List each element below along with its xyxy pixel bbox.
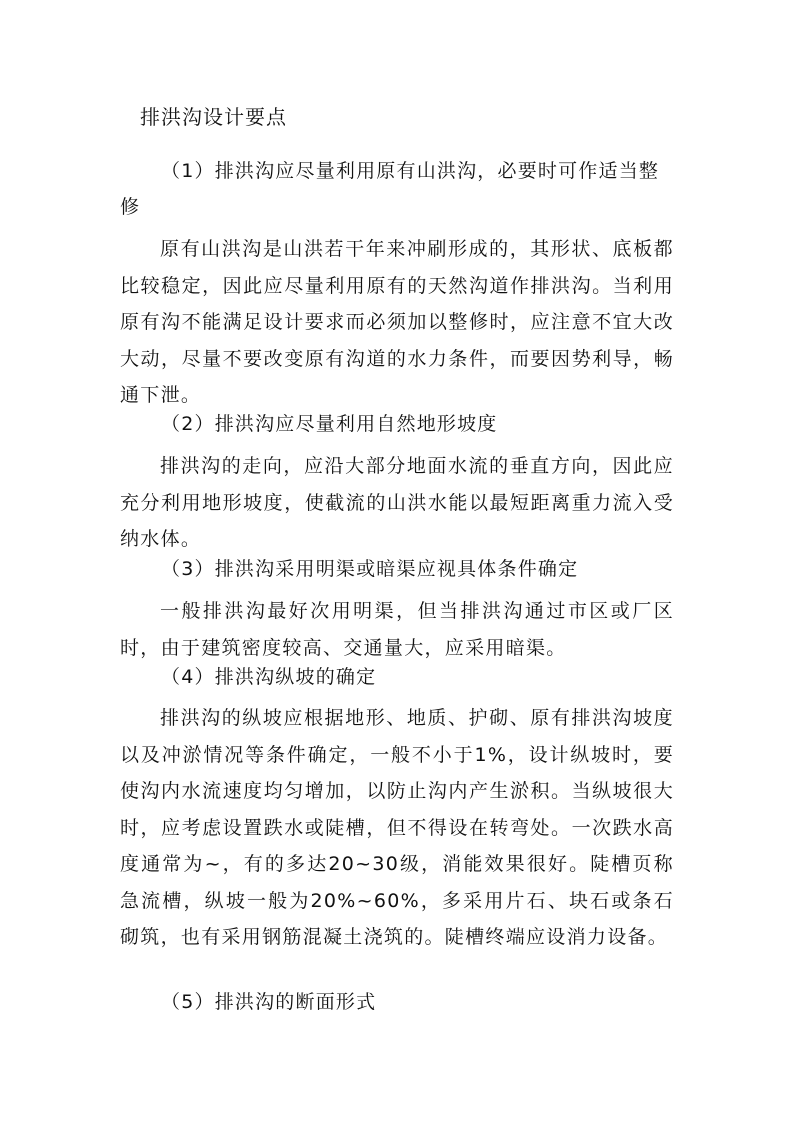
section-1-paragraph: 原有山洪沟是山洪若干年来冲刷形成的，其形状、底板都比较稳定，因此应尽量利用原有的天然沟道作排洪沟。当利用原有沟不能满足设计要求而必须加以整修时，应注意不宜大改大动，尽量不要改变原有沟道的水力条件，而要因势利导，畅通下泄。 bbox=[120, 238, 674, 406]
section-1-heading: （1）排洪沟应尽量利用原有山洪沟，必要时可作适当整 bbox=[161, 160, 660, 182]
section-3-heading: （3）排洪沟采用明渠或暗渠应视具体条件确定 bbox=[161, 558, 579, 580]
section-2-heading: （2）排洪沟应尽量利用自然地形坡度 bbox=[161, 413, 498, 435]
section-1-heading-continued: 修 bbox=[120, 196, 141, 218]
section-5-heading: （5）排洪沟的断面形式 bbox=[161, 991, 377, 1013]
section-2-paragraph: 排洪沟的走向，应沿大部分地面水流的垂直方向，因此应充分利用地形坡度，使截流的山洪水能以最短距离重力流入受纳水体。 bbox=[120, 455, 674, 550]
section-4-paragraph: 排洪沟的纵坡应根据地形、地质、护砌、原有排洪沟坡度以及冲淤情况等条件确定，一般不小于1%，设计纵坡时，要使沟内水流速度均匀增加，以防止沟内产生淤积。当纵坡很大时，应考虑设置跌水或陡槽，但不得设在转弯处。一次跌水高度通常为~，有的多达20~30级，消能效果很好。陡槽页称急流槽，纵坡一般为20%~60%，多采用片石、块石或条石砌筑，也有采用钢筋混凝土浇筑的。陡槽终端应设消力设备。 bbox=[120, 707, 674, 948]
document-title: 排洪沟设计要点 bbox=[140, 105, 287, 129]
section-3-paragraph: 一般排洪沟最好次用明渠，但当排洪沟通过市区或厂区时，由于建筑密度较高、交通量大，应采用暗渠。 bbox=[120, 600, 674, 659]
section-4-heading: （4）排洪沟纵坡的确定 bbox=[161, 666, 377, 688]
